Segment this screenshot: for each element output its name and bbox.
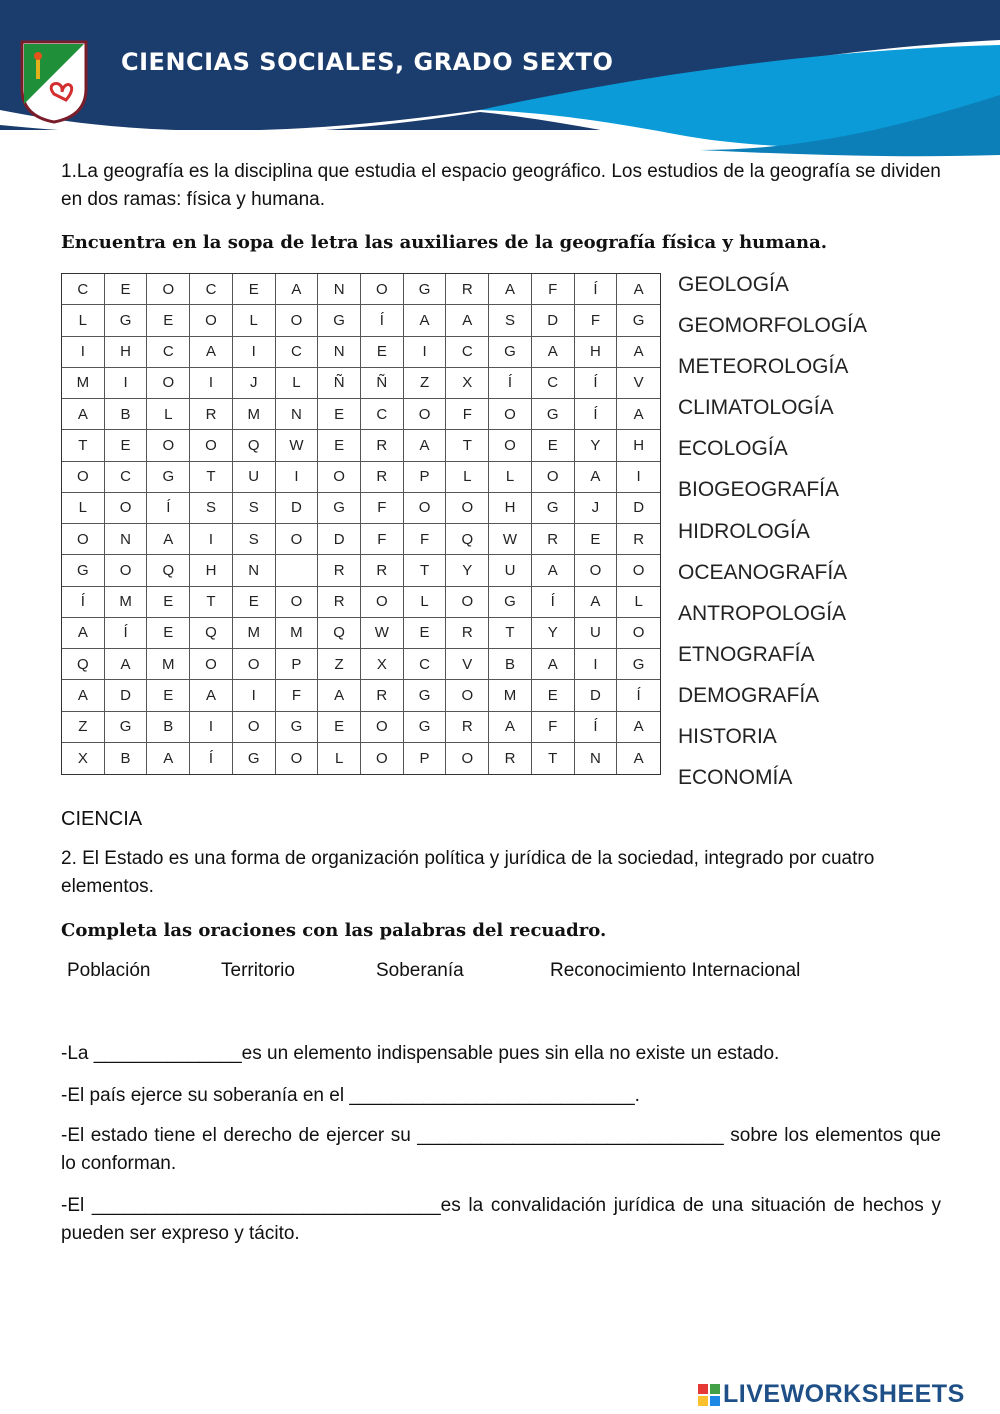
grid-cell[interactable]: Z (318, 649, 361, 680)
grid-cell[interactable]: O (147, 274, 190, 305)
grid-cell[interactable]: B (105, 743, 148, 774)
grid-cell[interactable]: I (62, 337, 105, 368)
grid-cell[interactable]: A (147, 743, 190, 774)
grid-cell[interactable]: N (318, 337, 361, 368)
grid-cell[interactable]: V (446, 649, 489, 680)
grid-cell[interactable]: F (446, 399, 489, 430)
grid-cell[interactable]: C (532, 368, 575, 399)
grid-cell[interactable]: M (276, 618, 319, 649)
grid-cell[interactable]: E (147, 618, 190, 649)
grid-cell[interactable]: S (190, 493, 233, 524)
grid-cell[interactable]: E (575, 524, 618, 555)
grid-cell[interactable]: O (361, 743, 404, 774)
grid-cell[interactable]: C (62, 274, 105, 305)
grid-cell[interactable]: A (633, 749, 644, 767)
grid-cell[interactable]: E (318, 399, 361, 430)
grid-cell[interactable]: O (233, 649, 276, 680)
grid-cell[interactable]: U (575, 618, 618, 649)
grid-cell[interactable]: A (62, 680, 105, 711)
grid-cell[interactable]: W (361, 618, 404, 649)
fill-blank-sentence-3[interactable]: -El estado tiene el derecho de ejercer su _____________________________ sobre los elementos que lo conforman. (61, 1125, 941, 1174)
word-bank-item: Reconocimiento Internacional (550, 960, 801, 981)
grid-cell[interactable]: O (361, 587, 404, 618)
grid-cell[interactable]: I (575, 649, 618, 680)
liveworksheets-icon (698, 1384, 720, 1406)
grid-cell[interactable]: I (190, 368, 233, 399)
grid-cell[interactable]: R (446, 712, 489, 743)
grid-cell[interactable]: H (190, 555, 233, 586)
grid-cell[interactable]: G (105, 305, 148, 336)
grid-cell[interactable]: G (404, 680, 447, 711)
grid-cell[interactable]: P (404, 743, 447, 774)
grid-cell[interactable]: O (147, 368, 190, 399)
grid-cell[interactable]: F (276, 680, 319, 711)
grid-cell[interactable]: A (489, 274, 532, 305)
grid-cell[interactable]: A (617, 712, 660, 743)
grid-cell[interactable]: I (190, 712, 233, 743)
grid-cell[interactable]: G (276, 712, 319, 743)
grid-cell[interactable]: D (105, 680, 148, 711)
grid-cell[interactable]: X (62, 743, 105, 774)
grid-cell[interactable]: E (147, 305, 190, 336)
grid-cell[interactable]: G (105, 712, 148, 743)
grid-cell[interactable]: O (276, 524, 319, 555)
grid-cell[interactable]: E (361, 337, 404, 368)
grid-cell[interactable]: H (617, 430, 660, 461)
grid-cell[interactable]: J (575, 493, 618, 524)
grid-cell[interactable]: E (233, 274, 276, 305)
grid-cell[interactable]: P (404, 462, 447, 493)
grid-cell[interactable]: H (105, 337, 148, 368)
grid-cell[interactable]: V (617, 368, 660, 399)
grid-cell[interactable]: A (318, 680, 361, 711)
word-list (678, 272, 867, 806)
grid-cell[interactable]: O (617, 555, 660, 586)
grid-cell[interactable]: A (276, 274, 319, 305)
grid-cell[interactable]: A (617, 274, 660, 305)
section2-intro: 2. El Estado es una forma de organización política y jurídica de la sociedad, integrado por cuatro elementos. (61, 848, 875, 897)
grid-cell[interactable]: E (233, 587, 276, 618)
grid-cell[interactable]: E (532, 680, 575, 711)
grid-cell[interactable]: C (446, 337, 489, 368)
grid-cell[interactable]: Í (105, 618, 148, 649)
grid-cell[interactable]: Í (617, 680, 660, 711)
grid-cell[interactable]: L (276, 368, 319, 399)
word-list-item: BIOGEOGRAFÍA (678, 478, 840, 502)
grid-cell[interactable]: G (404, 274, 447, 305)
grid-cell[interactable]: C (361, 399, 404, 430)
grid-cell[interactable]: A (147, 524, 190, 555)
grid-cell[interactable]: O (404, 399, 447, 430)
grid-cell[interactable]: T (190, 587, 233, 618)
grid-cell[interactable]: Q (233, 430, 276, 461)
grid-cell[interactable]: C (190, 274, 233, 305)
grid-cell[interactable]: A (404, 430, 447, 461)
grid-cell[interactable]: A (105, 649, 148, 680)
school-crest-logo (14, 34, 94, 124)
grid-cell[interactable]: L (404, 587, 447, 618)
grid-cell[interactable]: O (532, 462, 575, 493)
grid-cell[interactable]: B (105, 399, 148, 430)
grid-cell[interactable]: E (147, 680, 190, 711)
grid-cell[interactable]: N (233, 555, 276, 586)
grid-cell[interactable]: Q (190, 618, 233, 649)
grid-cell[interactable]: O (446, 680, 489, 711)
grid-cell[interactable]: G (404, 712, 447, 743)
grid-cell[interactable]: Í (575, 368, 618, 399)
grid-cell[interactable]: O (105, 493, 148, 524)
grid-cell[interactable]: Q (62, 649, 105, 680)
grid-cell[interactable]: W (276, 430, 319, 461)
grid-cell[interactable] (276, 555, 319, 586)
word-bank-item: Soberanía (376, 960, 464, 981)
section2-instruction: Completa las oraciones con las palabras del recuadro. (61, 920, 607, 941)
section1-intro: 1.La geografía es la disciplina que estudia el espacio geográfico. Los estudios de la geografía se dividen en dos ramas: física y humana. (61, 161, 941, 210)
grid-cell[interactable]: Q (147, 555, 190, 586)
grid-cell[interactable]: F (575, 305, 618, 336)
grid-cell[interactable]: X (446, 368, 489, 399)
grid-cell[interactable]: W (489, 524, 532, 555)
word-list-item: GEOMORFOLOGÍA (678, 314, 868, 338)
grid-cell[interactable]: O (62, 462, 105, 493)
grid-cell[interactable]: A (62, 399, 105, 430)
grid-cell[interactable]: T (446, 430, 489, 461)
grid-cell[interactable]: R (318, 555, 361, 586)
grid-cell[interactable]: C (404, 649, 447, 680)
word-list-item: ANTROPOLOGÍA (678, 601, 847, 625)
grid-cell[interactable]: C (105, 462, 148, 493)
word-bank-item: Territorio (221, 960, 295, 981)
grid-cell[interactable]: R (190, 399, 233, 430)
grid-cell[interactable]: U (233, 462, 276, 493)
grid-cell[interactable]: D (276, 493, 319, 524)
word-list-item: CLIMATOLOGÍA (678, 396, 834, 420)
grid-cell[interactable]: O (62, 524, 105, 555)
grid-cell[interactable]: F (404, 524, 447, 555)
fill-blank-sentence-1[interactable]: -La ______________es un elemento indispensable pues sin ella no existe un estado. (61, 1043, 780, 1064)
grid-cell[interactable]: E (147, 587, 190, 618)
grid-cell[interactable]: I (105, 368, 148, 399)
grid-cell[interactable]: E (105, 430, 148, 461)
grid-cell[interactable]: M (105, 587, 148, 618)
grid-cell[interactable]: M (233, 618, 276, 649)
grid-cell[interactable]: B (147, 712, 190, 743)
grid-cell[interactable]: Í (489, 368, 532, 399)
grid-cell[interactable]: O (617, 618, 660, 649)
grid-cell[interactable]: A (532, 649, 575, 680)
grid-cell[interactable]: R (361, 462, 404, 493)
grid-cell[interactable]: R (318, 587, 361, 618)
grid-cell[interactable]: Í (575, 274, 618, 305)
grid-cell[interactable]: I (617, 462, 660, 493)
grid-cell[interactable]: Y (575, 430, 618, 461)
grid-cell[interactable]: Q (446, 524, 489, 555)
grid-cell[interactable]: I (190, 524, 233, 555)
grid-cell[interactable]: Í (361, 305, 404, 336)
grid-cell[interactable]: R (446, 274, 489, 305)
grid-cell[interactable]: G (532, 493, 575, 524)
grid-cell[interactable]: A (532, 337, 575, 368)
grid-cell[interactable]: L (489, 462, 532, 493)
grid-cell[interactable]: G (617, 305, 660, 336)
grid-cell[interactable]: R (361, 680, 404, 711)
word-bank-item: Población (67, 960, 151, 981)
grid-cell[interactable]: A (617, 399, 660, 430)
grid-cell[interactable]: Ñ (361, 368, 404, 399)
grid-cell[interactable]: L (617, 587, 660, 618)
grid-cell[interactable]: L (62, 305, 105, 336)
grid-cell[interactable]: D (318, 524, 361, 555)
grid-cell[interactable]: A (446, 305, 489, 336)
grid-cell[interactable]: E (318, 430, 361, 461)
word-list-item: DEMOGRAFÍA (678, 683, 820, 707)
grid-cell[interactable]: N (318, 274, 361, 305)
grid-cell[interactable]: O (105, 555, 148, 586)
grid-cell[interactable]: L (318, 743, 361, 774)
grid-cell[interactable]: I (276, 462, 319, 493)
grid-cell[interactable]: N (276, 399, 319, 430)
grid-cell[interactable]: L (233, 305, 276, 336)
grid-cell[interactable]: O (318, 462, 361, 493)
liveworksheets-brand: LIVEWORKSHEETS (723, 1380, 965, 1408)
word-list-item: ETNOGRAFÍA (678, 642, 815, 666)
word-list-item: GEOLOGÍA (678, 273, 789, 296)
grid-cell[interactable]: Í (147, 493, 190, 524)
grid-cell[interactable]: O (446, 493, 489, 524)
grid-cell[interactable]: F (532, 274, 575, 305)
grid-cell[interactable]: E (105, 274, 148, 305)
header-banner (0, 0, 1000, 160)
grid-cell[interactable]: C (276, 337, 319, 368)
grid-cell[interactable]: G (233, 743, 276, 774)
grid-cell[interactable]: O (489, 430, 532, 461)
grid-cell[interactable]: G (147, 462, 190, 493)
grid-cell[interactable]: B (489, 649, 532, 680)
grid-cell[interactable]: J (233, 368, 276, 399)
grid-cell[interactable]: O (446, 587, 489, 618)
grid-cell[interactable]: Y (532, 618, 575, 649)
grid-cell[interactable]: Í (575, 399, 618, 430)
grid-cell[interactable]: T (532, 743, 575, 774)
grid-cell[interactable]: G (489, 337, 532, 368)
liveworksheets-logo (698, 1380, 965, 1409)
word-list-item: ECOLOGÍA (678, 437, 788, 461)
grid-cell[interactable]: R (532, 524, 575, 555)
extra-word: CIENCIA (61, 808, 143, 830)
grid-cell[interactable]: T (190, 462, 233, 493)
grid-cell[interactable]: R (489, 743, 532, 774)
grid-cell[interactable]: F (361, 493, 404, 524)
grid-cell[interactable]: O (190, 649, 233, 680)
grid-cell[interactable]: S (233, 493, 276, 524)
grid-cell[interactable]: M (62, 368, 105, 399)
grid-cell[interactable]: L (62, 493, 105, 524)
grid-cell[interactable]: T (62, 430, 105, 461)
grid-cell[interactable]: M (147, 649, 190, 680)
word-search-grid (61, 273, 661, 775)
fill-blank-sentence-2[interactable]: -El país ejerce su soberanía en el ___________________________. (61, 1085, 640, 1106)
grid-cell[interactable]: Ñ (318, 368, 361, 399)
grid-cell[interactable]: A (190, 337, 233, 368)
grid-cell[interactable]: O (361, 274, 404, 305)
grid-cell[interactable]: R (446, 618, 489, 649)
grid-cell[interactable]: M (233, 399, 276, 430)
grid-cell[interactable]: A (575, 462, 618, 493)
grid-cell[interactable]: R (361, 555, 404, 586)
grid-cell[interactable]: Q (318, 618, 361, 649)
grid-cell[interactable]: O (276, 743, 319, 774)
grid-cell[interactable]: H (575, 337, 618, 368)
word-list-item: ECONOMÍA (678, 766, 793, 790)
grid-cell[interactable]: G (489, 587, 532, 618)
grid-cell[interactable]: A (617, 337, 660, 368)
grid-cell[interactable]: S (489, 305, 532, 336)
grid-cell[interactable]: F (532, 712, 575, 743)
grid-cell[interactable]: Í (575, 712, 618, 743)
grid-cell[interactable]: M (489, 680, 532, 711)
grid-cell[interactable]: U (489, 555, 532, 586)
grid-cell[interactable]: Y (446, 555, 489, 586)
grid-cell[interactable]: Z (404, 368, 447, 399)
grid-cell[interactable]: T (404, 555, 447, 586)
grid-cell[interactable]: L (446, 462, 489, 493)
grid-cell[interactable]: N (105, 524, 148, 555)
grid-cell[interactable]: I (233, 337, 276, 368)
grid-cell[interactable]: X (361, 649, 404, 680)
grid-cell[interactable]: A (190, 680, 233, 711)
grid-cell[interactable]: O (190, 305, 233, 336)
grid-cell[interactable]: Í (62, 587, 105, 618)
grid-cell[interactable]: A (404, 305, 447, 336)
grid-cell[interactable]: C (147, 337, 190, 368)
grid-cell[interactable]: P (276, 649, 319, 680)
grid-cell[interactable]: A (62, 618, 105, 649)
grid-cell[interactable]: R (361, 430, 404, 461)
grid-cell[interactable]: A (489, 712, 532, 743)
grid-cell[interactable]: D (532, 305, 575, 336)
grid-cell[interactable]: D (617, 493, 660, 524)
grid-cell[interactable]: T (489, 618, 532, 649)
grid-cell[interactable]: R (617, 524, 660, 555)
grid-cell[interactable]: E (318, 712, 361, 743)
grid-cell[interactable]: O (190, 430, 233, 461)
word-list-item: METEOROLOGÍA (678, 355, 849, 379)
grid-cell[interactable]: O (147, 430, 190, 461)
grid-cell[interactable]: O (276, 305, 319, 336)
section1-instruction: Encuentra en la sopa de letra las auxiliares de la geografía física y humana. (61, 232, 827, 253)
grid-cell[interactable]: O (404, 493, 447, 524)
word-list-item: OCEANOGRAFÍA (678, 560, 848, 584)
grid-cell[interactable]: O (233, 712, 276, 743)
grid-cell[interactable]: G (532, 399, 575, 430)
grid-cell[interactable]: H (489, 493, 532, 524)
grid-cell[interactable]: E (404, 618, 447, 649)
grid-cell[interactable]: G (318, 493, 361, 524)
grid-cell[interactable]: F (361, 524, 404, 555)
grid-cell[interactable]: O (276, 587, 319, 618)
grid-cell[interactable]: A (532, 555, 575, 586)
grid-cell[interactable]: G (318, 305, 361, 336)
grid-cell[interactable]: G (62, 555, 105, 586)
word-list-item: HISTORIA (678, 725, 777, 749)
grid-cell[interactable]: I (233, 680, 276, 711)
fill-blank-sentence-4[interactable]: -El _________________________________es la convalidación jurídica de una situación de hechos y pueden ser expreso y tácito. (61, 1195, 941, 1244)
grid-cell[interactable]: E (532, 430, 575, 461)
worksheet-title: CIENCIAS SOCIALES, GRADO SEXTO (121, 48, 614, 76)
grid-cell[interactable]: O (361, 712, 404, 743)
grid-cell[interactable]: Z (62, 712, 105, 743)
word-list-item: HIDROLOGÍA (678, 519, 810, 543)
grid-cell[interactable]: Í (532, 587, 575, 618)
grid-cell[interactable]: D (575, 680, 618, 711)
grid-cell[interactable]: N (575, 743, 618, 774)
grid-cell[interactable]: G (617, 649, 660, 680)
grid-cell[interactable]: O (446, 743, 489, 774)
grid-cell[interactable]: S (233, 524, 276, 555)
grid-cell[interactable]: O (489, 399, 532, 430)
grid-cell[interactable]: L (147, 399, 190, 430)
grid-cell[interactable]: A (575, 587, 618, 618)
grid-cell[interactable]: O (575, 555, 618, 586)
grid-cell[interactable]: Í (190, 743, 233, 774)
grid-cell[interactable]: I (404, 337, 447, 368)
